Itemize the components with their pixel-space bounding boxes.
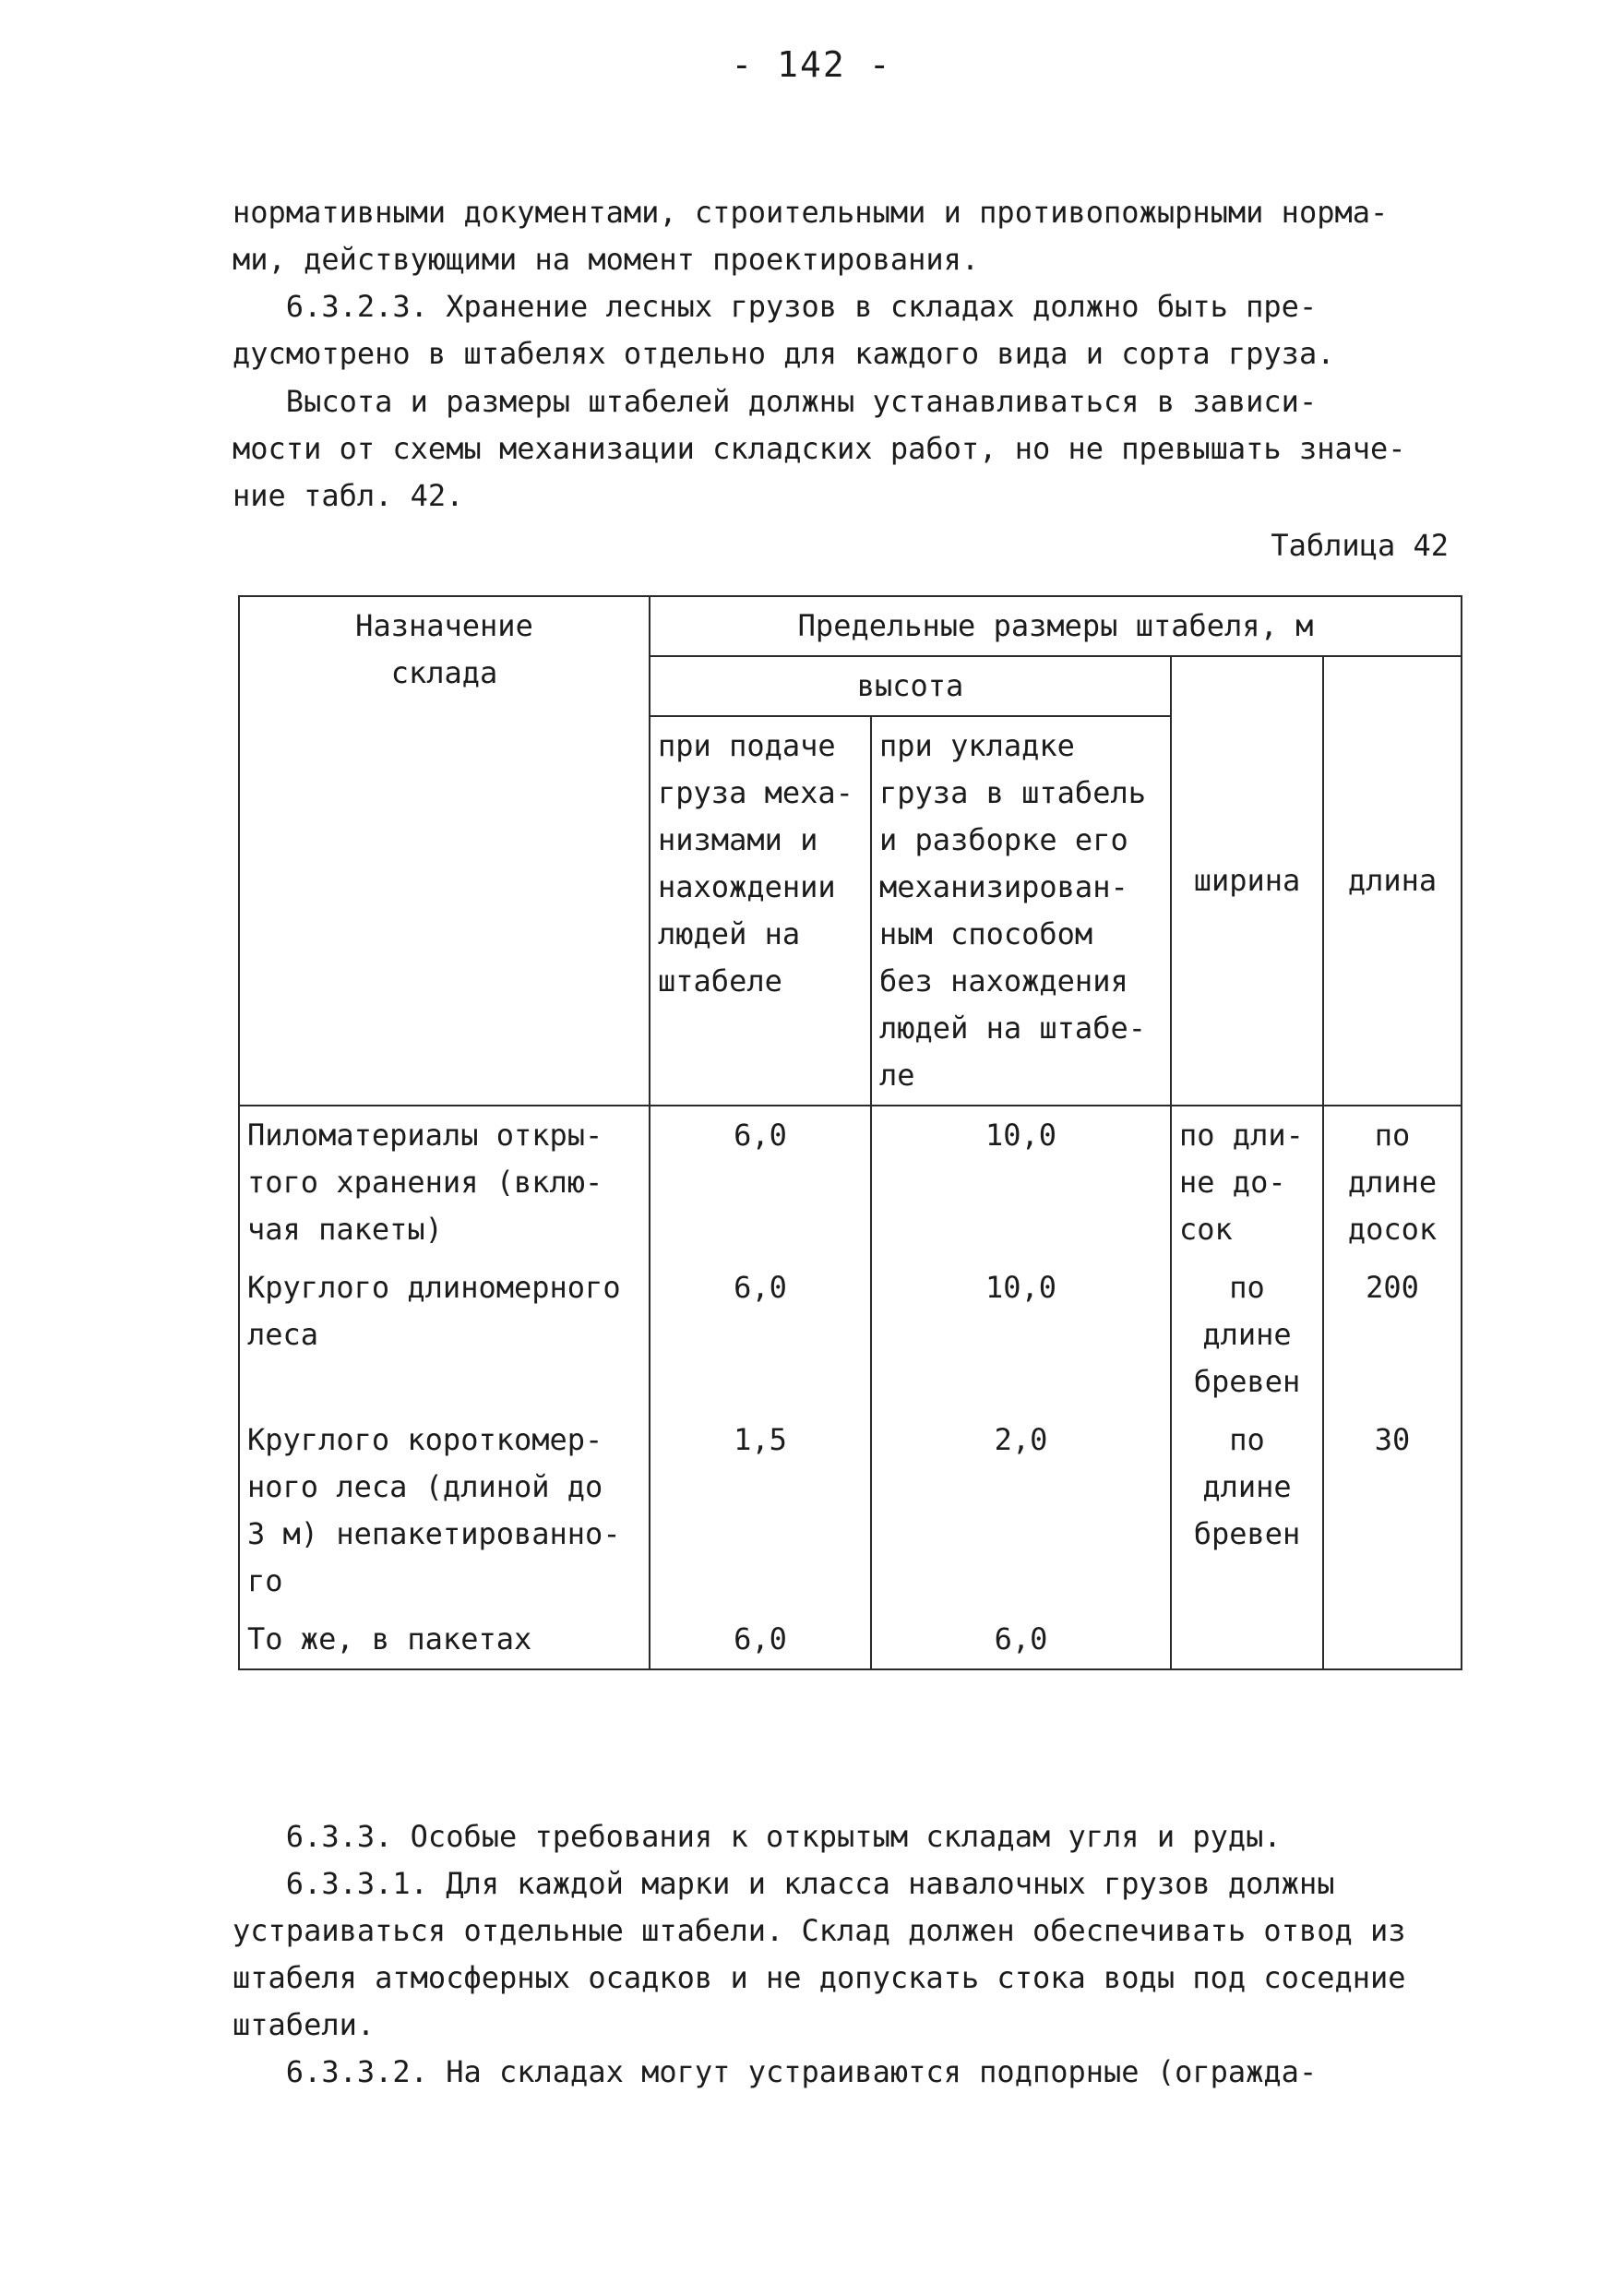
- cell-stack: 6,0: [871, 1610, 1171, 1669]
- header-limits: Предельные размеры штабеля, м: [650, 596, 1462, 656]
- cell-stack: 10,0: [871, 1106, 1171, 1259]
- cell-purpose: Круглого короткомер- ного леса (длиной до 3 м) непакетированно- го: [239, 1411, 650, 1610]
- cell-feed: 6,0: [650, 1259, 871, 1411]
- clause-6-3-3: 6.3.3. Особые требования к открытым складам угля и руды.: [233, 1819, 1282, 1854]
- cell-width: по дли- не до- сок: [1171, 1106, 1323, 1259]
- header-stack: при укладке груза в штабель и разборке его механизирован- ным способом без нахождения людей на штабе- ле: [871, 716, 1171, 1106]
- cell-stack: 10,0: [871, 1259, 1171, 1411]
- clause-6-3-3-1: 6.3.3.1. Для каждой марки и класса навалочных грузов должны устраиваться отдельные штабели. Склад должен обеспечивать отвод из штабеля атмосферных осадков и не допускать стока воды под соседние штабели.: [233, 1866, 1406, 2042]
- table-row: [239, 1259, 1462, 1411]
- height-paragraph: Высота и размеры штабелей должны устанавливаться в зависи- мости от схемы механизации складских работ, но не превышать значе- ние табл. 42.: [233, 384, 1406, 513]
- cell-length: 30: [1323, 1411, 1462, 1610]
- cell-length: [1323, 1610, 1462, 1669]
- header-height: высота: [650, 656, 1171, 716]
- cell-feed: 6,0: [650, 1610, 871, 1669]
- cell-width: по длине бревен: [1171, 1259, 1323, 1411]
- table-row: [239, 1411, 1462, 1610]
- header-width: ширина: [1171, 656, 1323, 1106]
- header-length: длина: [1323, 656, 1462, 1106]
- cell-feed: 6,0: [650, 1106, 871, 1259]
- table-row: [239, 1610, 1462, 1669]
- header-purpose: Назначение склада: [239, 596, 650, 1106]
- cell-width: по длине бревен: [1171, 1411, 1323, 1610]
- cell-purpose: Круглого длиномерного леса: [239, 1259, 650, 1411]
- table-row: [239, 1106, 1462, 1259]
- clause-6-3-2-3: 6.3.2.3. Хранение лесных грузов в складах должно быть пре- дусмотрено в штабелях отдельно для каждого вида и сорта груза.: [233, 289, 1335, 371]
- cell-length: 200: [1323, 1259, 1462, 1411]
- cell-purpose: То же, в пакетах: [239, 1610, 650, 1669]
- storage-table: [238, 595, 1462, 1670]
- clause-6-3-3-2: 6.3.3.2. На складах могут устраиваются подпорные (огражда-: [233, 2054, 1318, 2089]
- table-caption: Таблица 42: [1271, 528, 1449, 563]
- header-feed: при подаче груза меха- низмами и нахождении людей на штабеле: [650, 716, 871, 1106]
- cell-stack: 2,0: [871, 1411, 1171, 1610]
- cell-width: [1171, 1610, 1323, 1669]
- cell-feed: 1,5: [650, 1411, 871, 1610]
- cell-length: по длине досок: [1323, 1106, 1462, 1259]
- cell-purpose: Пиломатериалы откры- того хранения (вклю- чая пакеты): [239, 1106, 650, 1259]
- intro-paragraph: нормативными документами, строительными и противопожырными норма- ми, действующими на момент проектирования.: [233, 195, 1389, 277]
- header-row-1: [239, 596, 1462, 656]
- page-number: - 142 -: [731, 44, 892, 85]
